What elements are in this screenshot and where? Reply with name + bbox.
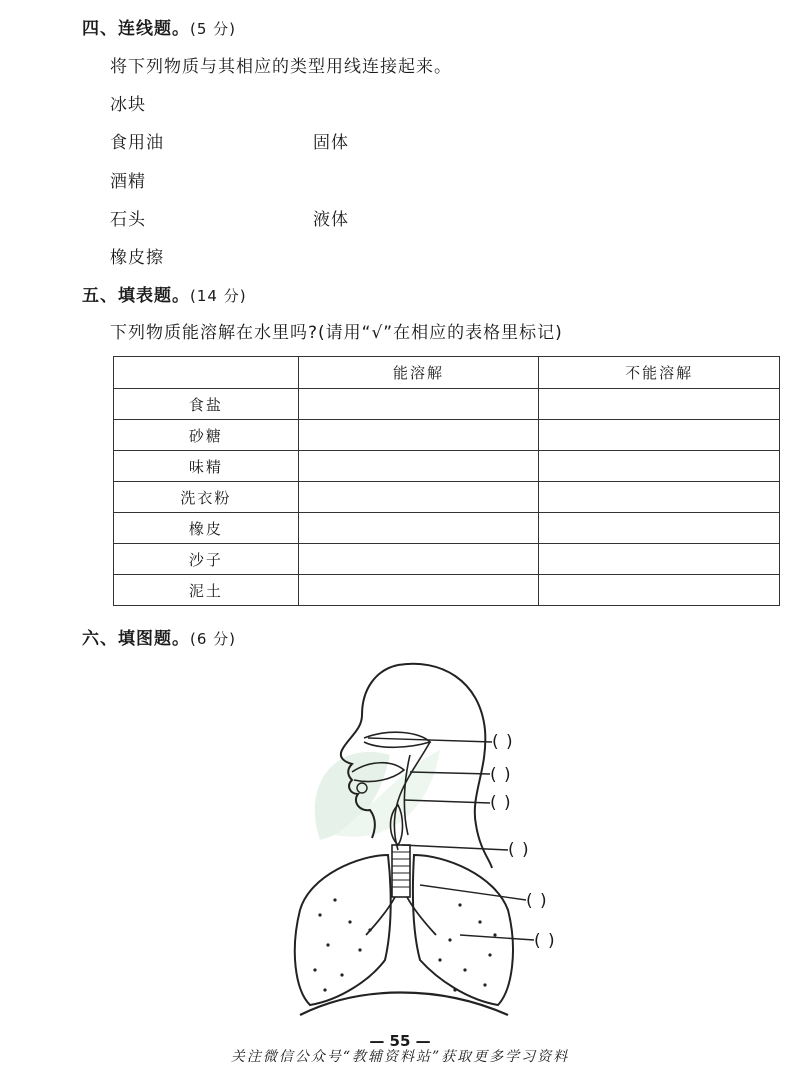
substance-cell: 洗衣粉	[114, 482, 299, 513]
section6-title: 六、填图题。	[82, 629, 190, 649]
table-row	[114, 451, 780, 482]
section4-title: 四、连线题。	[82, 19, 190, 39]
match-item[interactable]: 冰块	[110, 95, 146, 115]
substance-cell: 沙子	[114, 544, 299, 575]
table-row	[114, 575, 780, 606]
substance-cell: 橡皮	[114, 513, 299, 544]
label-blank[interactable]: ( )	[526, 891, 548, 911]
substance-cell: 味精	[114, 451, 299, 482]
match-item[interactable]: 石头	[110, 210, 146, 230]
substance-cell: 泥土	[114, 575, 299, 606]
section5-title: 五、填表题。	[82, 286, 190, 306]
label-blank[interactable]: ( )	[492, 732, 514, 752]
section5-instruction: 下列物质能溶解在水里吗?(请用“√”在相应的表格里标记)	[110, 323, 563, 343]
table-row	[114, 482, 780, 513]
match-category[interactable]: 固体	[313, 133, 349, 153]
section4-instruction: 将下列物质与其相应的类型用线连接起来。	[110, 57, 452, 77]
match-item[interactable]: 食用油	[110, 133, 164, 153]
match-category[interactable]: 液体	[313, 210, 349, 230]
insoluble-answer-cell[interactable]	[539, 420, 780, 451]
section6-heading	[82, 624, 236, 649]
insoluble-answer-cell[interactable]	[539, 389, 780, 420]
label-blank[interactable]: ( )	[490, 765, 512, 785]
insoluble-answer-cell[interactable]	[539, 513, 780, 544]
substance-cell: 砂糖	[114, 420, 299, 451]
table-header-insoluble: 不能溶解	[539, 357, 780, 389]
match-item[interactable]: 橡皮擦	[110, 248, 164, 268]
insoluble-answer-cell[interactable]	[539, 451, 780, 482]
table-row	[114, 513, 780, 544]
insoluble-answer-cell[interactable]	[539, 482, 780, 513]
soluble-answer-cell[interactable]	[298, 513, 539, 544]
table-header-row	[114, 357, 780, 389]
label-blank[interactable]: ( )	[534, 931, 556, 951]
table-row	[114, 544, 780, 575]
label-blank[interactable]: ( )	[508, 840, 530, 860]
soluble-answer-cell[interactable]	[298, 451, 539, 482]
table-header-blank	[114, 357, 299, 389]
section4-score: (5 分)	[190, 20, 237, 38]
table-header-soluble: 能溶解	[298, 357, 539, 389]
section5-heading	[82, 281, 247, 306]
soluble-answer-cell[interactable]	[298, 544, 539, 575]
label-blank[interactable]: ( )	[490, 793, 512, 813]
footer-note: 关注微信公众号“教辅资料站”获取更多学习资料	[230, 1049, 570, 1065]
substance-cell: 食盐	[114, 389, 299, 420]
solubility-table	[113, 356, 780, 604]
page-number: — 55 —	[369, 1032, 431, 1050]
table-row	[114, 420, 780, 451]
insoluble-answer-cell[interactable]	[539, 575, 780, 606]
soluble-answer-cell[interactable]	[298, 575, 539, 606]
section4-heading	[82, 14, 236, 39]
section6-score: (6 分)	[190, 630, 237, 648]
match-item[interactable]: 酒精	[110, 172, 146, 192]
soluble-answer-cell[interactable]	[298, 389, 539, 420]
respiratory-system-diagram	[280, 660, 600, 1030]
section5-score: (14 分)	[190, 287, 247, 305]
table-row	[114, 389, 780, 420]
insoluble-answer-cell[interactable]	[539, 544, 780, 575]
soluble-answer-cell[interactable]	[298, 482, 539, 513]
soluble-answer-cell[interactable]	[298, 420, 539, 451]
